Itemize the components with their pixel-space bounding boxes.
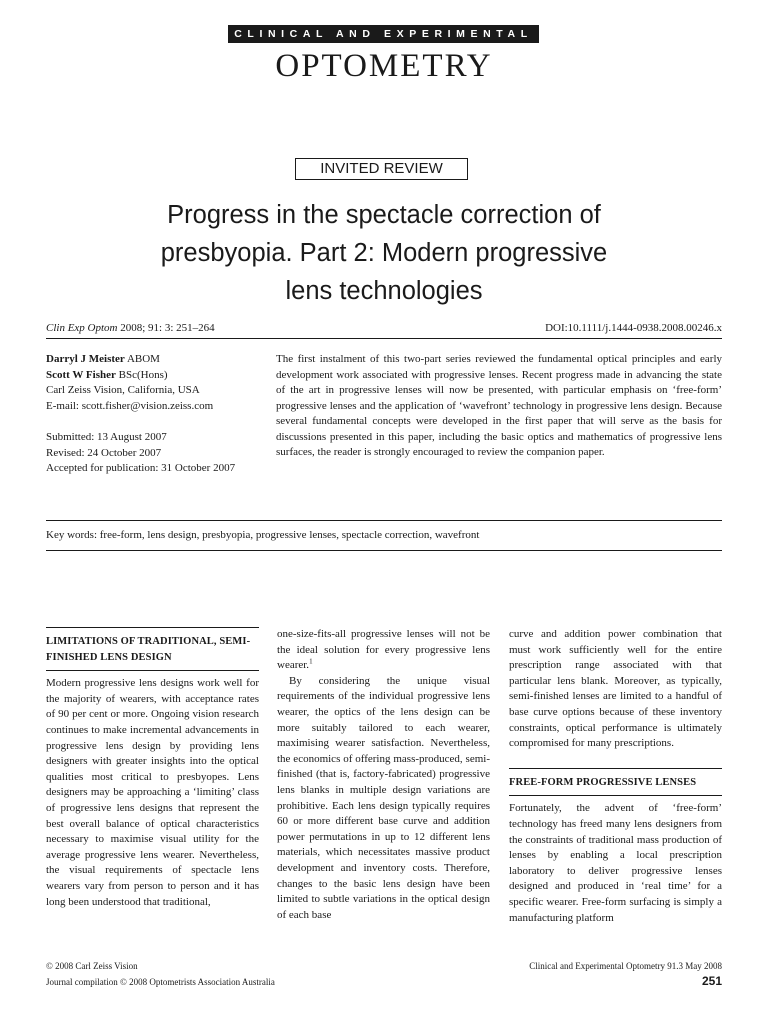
revised-date: Revised: 24 October 2007	[46, 446, 162, 459]
body-paragraph: Fortunately, the advent of ‘free-form’ technology has freed many lens designers from the constraints of traditional mass production of lenses by enabling a local prescription laboratory to deliver progressive lenses designed and produced in ‘real time’ for a specific wearer. Free-form surfacing is simply a manufacturing platform	[509, 802, 722, 924]
section-heading: LIMITATIONS OF TRADITIONAL, SEMI-FINISHED LENS DESIGN	[46, 627, 259, 671]
journal-title: OPTOMETRY	[275, 48, 493, 84]
keywords-bottom-rule	[46, 550, 722, 551]
author-block	[46, 352, 246, 414]
section-heading: FREE-FORM PROGRESSIVE LENSES	[509, 768, 722, 797]
article-title-line: lens technologies	[285, 277, 483, 305]
author-line	[46, 352, 246, 368]
accepted-date: Accepted for publication: 31 October 2007	[46, 462, 236, 474]
body-paragraph: By considering the unique visual requirements of the individual progressive lens wearer, the optics of the lens design can be more suitably tailored to each wearer, maximising wearer satisfaction. Nevertheless, the economics of offering mass-produced, semi-finished (that is, factory-fabricated) progressive lens blanks in multiple design variations are prohibitive. Each lens design typically requires 60 or more different base curve and addition power permutations in up to 12 different lens materials, which necessitates massive product development and inventory costs. Therefore, changes to the basic lens design have been limited to subtle variations in the optical design of each base	[277, 674, 490, 921]
copyright-notice: © 2008 Carl Zeiss Vision	[46, 961, 138, 971]
reference-marker: 1	[309, 657, 313, 666]
body-text: one-size-fits-all progressive lenses will not be the ideal solution for every progressive lens wearer.	[277, 628, 490, 672]
body-column-1	[46, 627, 259, 910]
article-type-label: INVITED REVIEW	[295, 158, 468, 180]
author-email: E-mail: scott.fisher@vision.zeiss.com	[46, 399, 214, 412]
author-name: Darryl J Meister	[46, 353, 125, 365]
article-title-line: presbyopia. Part 2: Modern progressive	[160, 239, 608, 267]
author-degree: BSc(Hons)	[115, 368, 168, 381]
submission-dates	[46, 430, 251, 477]
abstract: The first instalment of this two-part series reviewed the fundamental optical principles and early development work associated with progressive lenses. Recent progress made in advancing the state of the art in progressive lenses will now be presented, with particular emphasis on ‘free-form’ progressive lenses and the application of ‘wavefront’ technology in progressive lens design. Because several fundamental concepts were developed in the first paper that will serve as the basis for discussions presented in this paper, including the basic optics and mathematics of progressive lens surfaces, the reader is strongly encouraged to review the companion paper.	[276, 353, 722, 458]
body-column-2	[277, 627, 490, 923]
keywords-top-rule	[46, 520, 722, 521]
body-column-3	[509, 627, 722, 926]
author-degree: ABOM	[124, 353, 160, 365]
body-paragraph	[277, 627, 490, 674]
body-paragraph: Modern progressive lens designs work well for the majority of wearers, with acceptance rates of 90 per cent or more. Ongoing vision research continues to make incremental advancements in progressive lens design by providing lens designers with greater insights into the optical qualities most critical to presbyopes. Lens designers may be approaching a ‘limiting’ class of progressive lens designs that represent the best overall balance of optical characteristics necessary to maximise visual utility for the average progressive lens wearer. Nevertheless, the visual requirements of spectacle lens wearers vary from person to person and it has long been understood that traditional,	[46, 677, 259, 908]
keywords: Key words: free-form, lens design, presbyopia, progressive lenses, spectacle correction, wavefront	[46, 529, 480, 541]
citation	[46, 321, 215, 335]
author-name: Scott W Fisher	[46, 368, 116, 381]
journal-compilation-notice: Journal compilation © 2008 Optometrists Association Australia	[46, 977, 275, 987]
page-number: 251	[701, 974, 722, 988]
doi: DOI:10.1111/j.1444-0938.2008.00246.x	[545, 322, 722, 334]
article-title-line: Progress in the spectacle correction of	[167, 201, 601, 229]
affiliation: Carl Zeiss Vision, California, USA	[46, 384, 200, 396]
journal-abbrev: Clin Exp Optom	[46, 322, 118, 334]
journal-issue: Clinical and Experimental Optometry 91.3 May 2008	[529, 961, 722, 971]
citation-details: 2008; 91: 3: 251–264	[117, 322, 215, 334]
body-paragraph: curve and addition power combination that must work sufficiently well for the entire prescription range associated with that particular lens blank. Moreover, as typically, semi-finished lenses are limited to a handful of base curve options because of these inventory constraints, optical performance is ultimately compromised for many prescriptions.	[509, 628, 722, 750]
article-title	[60, 196, 708, 310]
journal-series-banner: CLINICAL AND EXPERIMENTAL	[228, 25, 539, 43]
submitted-date: Submitted: 13 August 2007	[46, 431, 167, 443]
author-line	[46, 368, 246, 384]
header-rule	[46, 338, 722, 339]
